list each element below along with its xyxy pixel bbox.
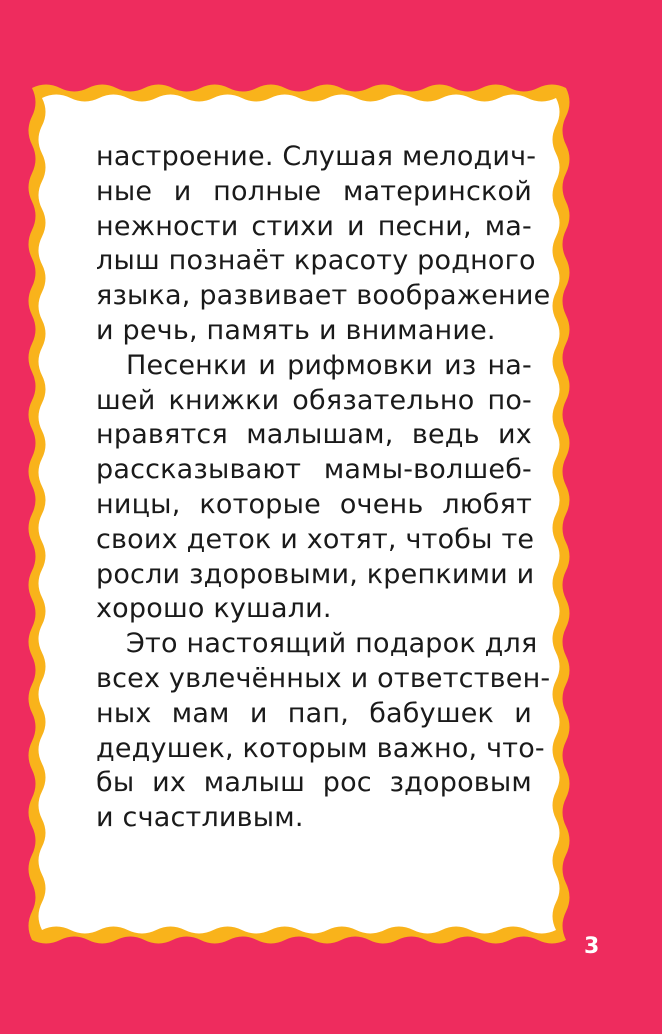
- text-line: Песенки и рифмовки из на-: [126, 349, 532, 381]
- text-line: Это настоящий подарок для: [126, 628, 538, 660]
- text-line: шей книжки обязательно по-: [96, 384, 532, 416]
- text-line: бы их малыш рос здоровым: [96, 767, 532, 799]
- text-line: нравятся малышам, ведь их: [96, 419, 532, 451]
- text-line: росли здоровыми, крепкими и: [96, 558, 535, 590]
- text-line: ницы, которые очень любят: [96, 488, 532, 520]
- text-line: нежности стихи и песни, ма-: [96, 210, 532, 242]
- text-line: рассказывают мамы-волшеб-: [96, 454, 532, 486]
- text-line: лыш познаёт красоту родного: [96, 245, 536, 277]
- text-line: настроение. Слушая мелодич-: [96, 141, 537, 172]
- text-line: и речь, память и внимание.: [96, 314, 496, 346]
- text-line: ные и полные материнской: [96, 175, 532, 207]
- text-line: дедушек, которым важно, что-: [96, 732, 545, 764]
- text-line: ных мам и пап, бабушек и: [96, 697, 532, 729]
- text-line: своих деток и хотят, чтобы те: [96, 523, 535, 555]
- page-number: 3: [584, 934, 600, 959]
- text-line: языка, развивает воображение: [96, 280, 551, 312]
- text-line: всех увлечённых и ответствен-: [96, 662, 551, 694]
- body-text: [96, 140, 551, 836]
- text-line: хорошо кушали.: [96, 593, 332, 625]
- text-line: и счастливым.: [96, 802, 304, 834]
